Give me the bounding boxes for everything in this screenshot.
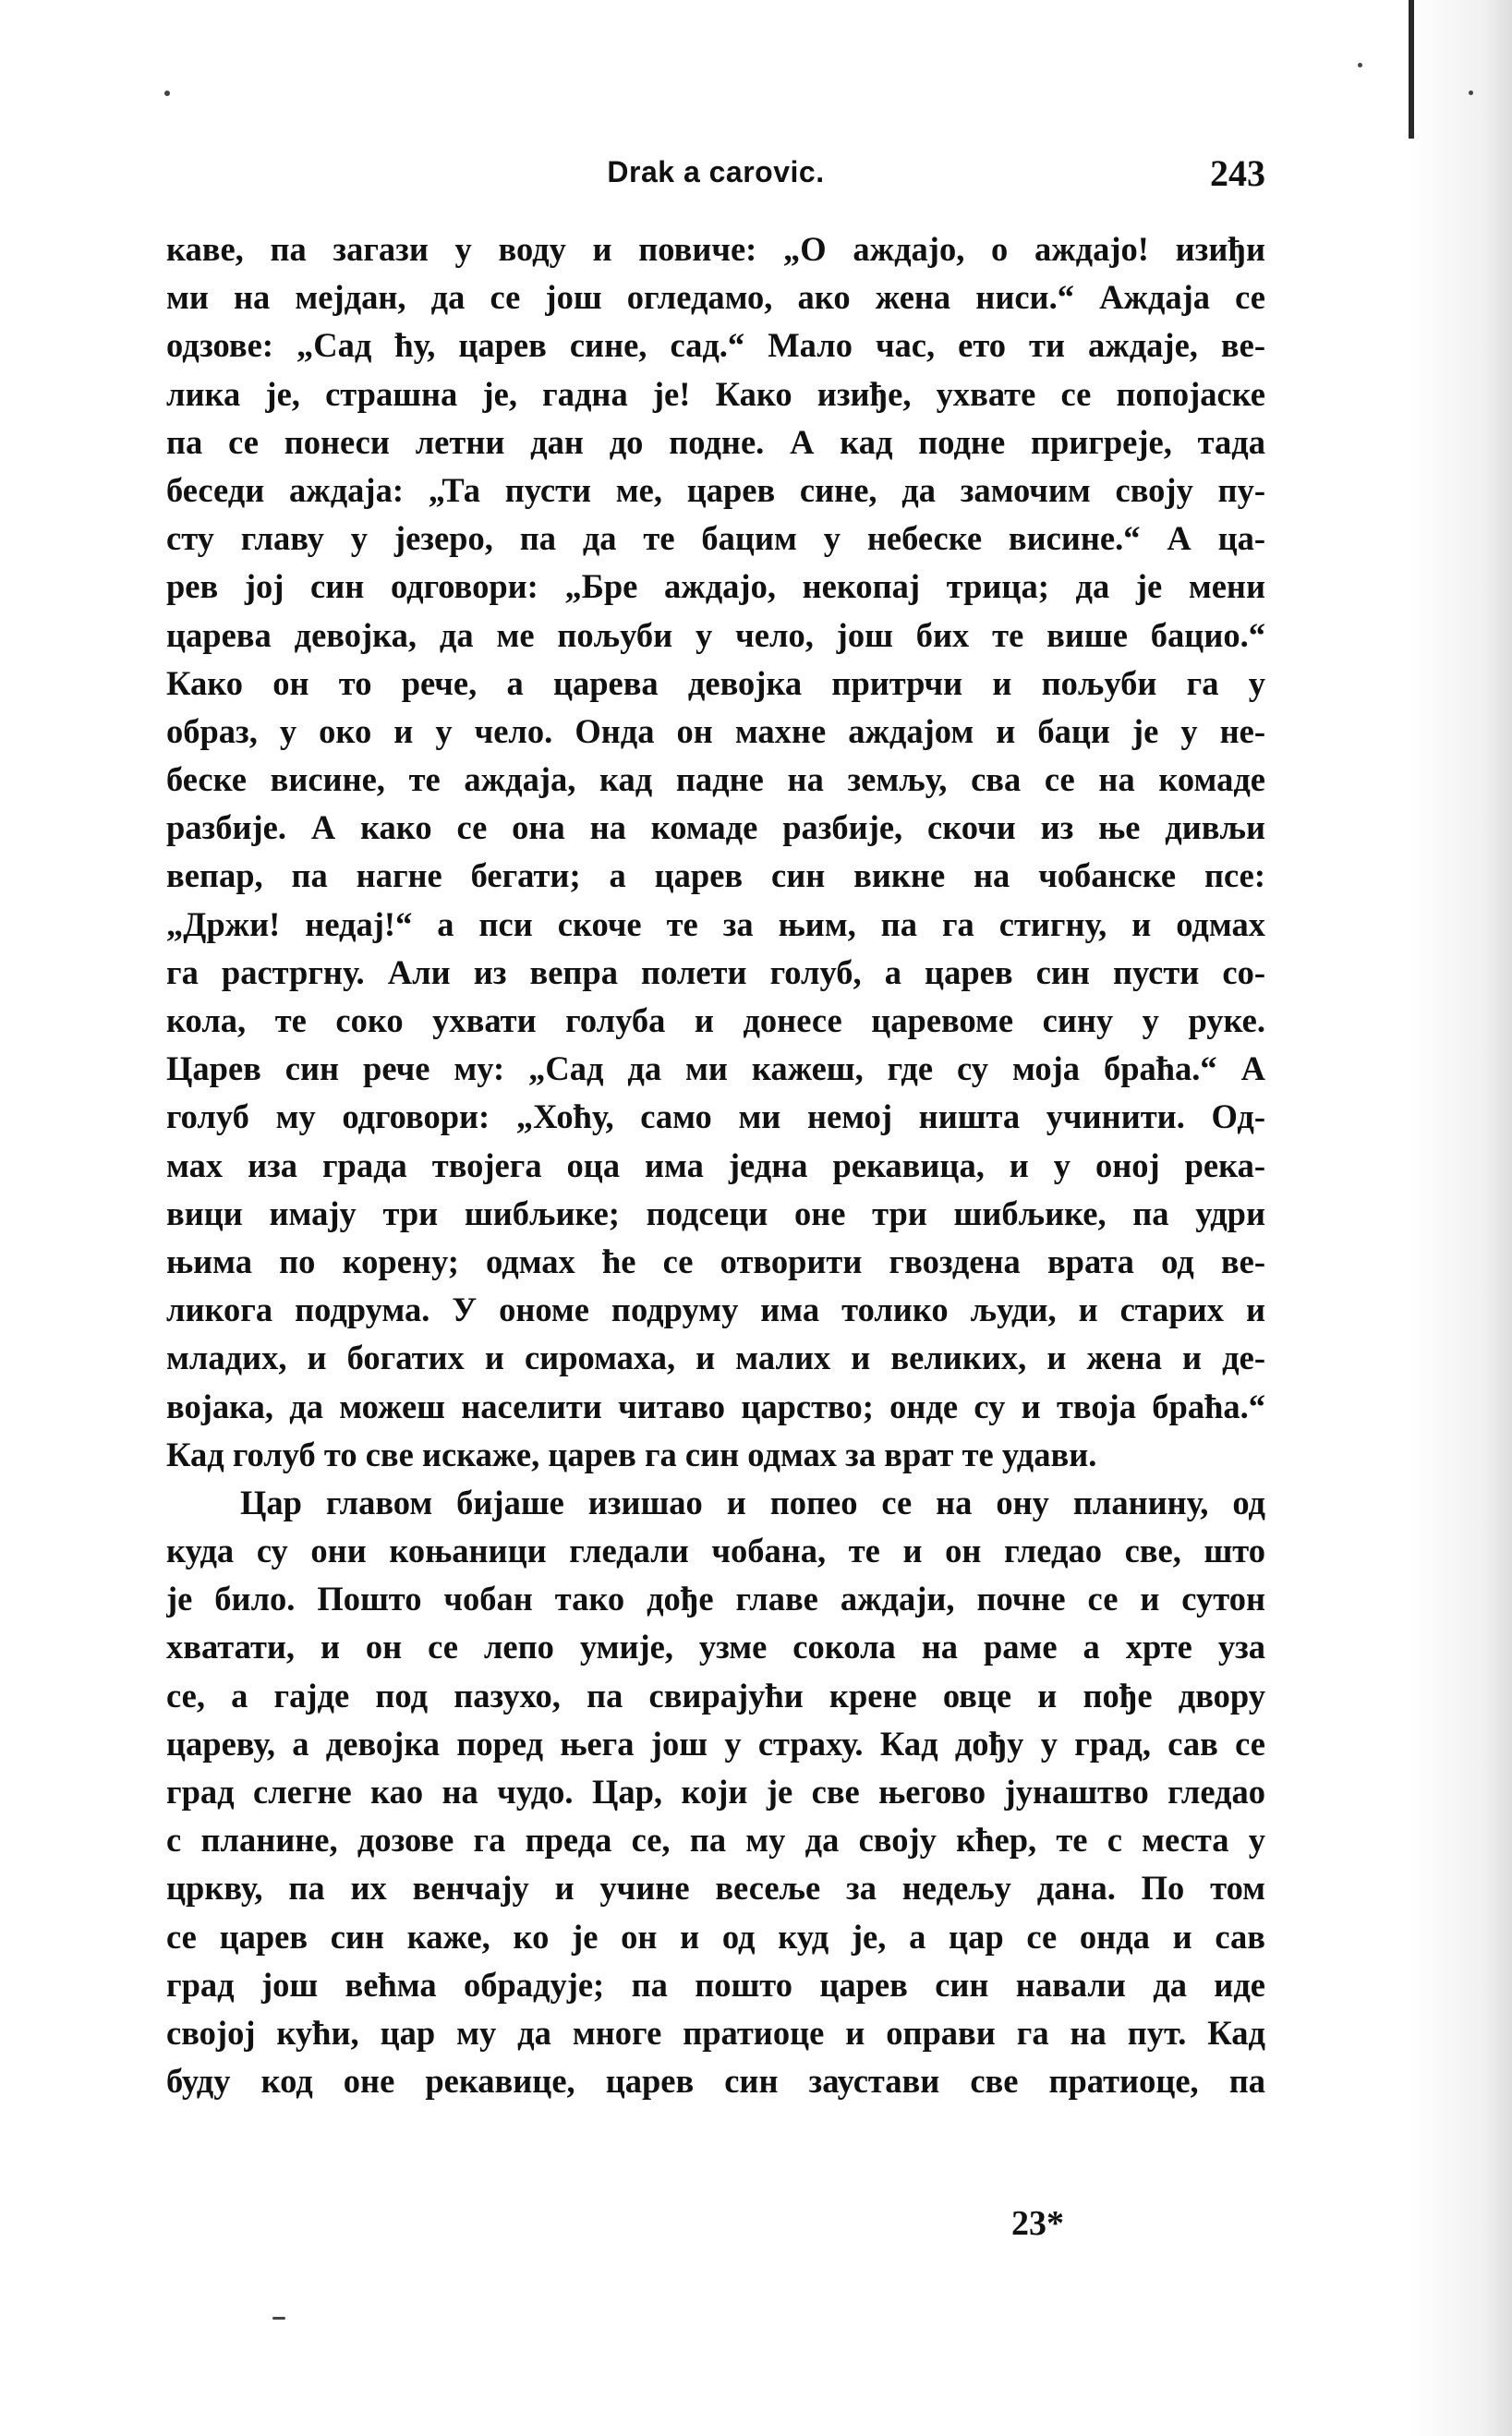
text-line: лика је, страшна је, гадна је! Како изиђе, ухвате се попојаске <box>166 374 1265 413</box>
page-edge-line <box>1409 0 1414 139</box>
text-line: мах иза града твојега оца има једна рекавица, и у оној река- <box>166 1145 1265 1184</box>
text-line: с планине, дозове га преда се, па му да своју кћер, те с места у <box>166 1821 1265 1860</box>
text-line: образ, у око и у чело. Онда он махне аждајом и баци је у не- <box>166 711 1265 750</box>
text-line: рев јој син одговори: „Бре аждајо, некопај трица; да је мени <box>166 567 1265 606</box>
text-line: разбије. А како се она на комаде разбије, скочи из ње дивљи <box>166 808 1265 847</box>
text-line: голуб му одговори: „Хоћу, само ми немој ништа учинити. Од- <box>166 1097 1265 1136</box>
text-line: Кад голуб то све искаже, царев га син одмах за врат те удави. <box>166 1435 1097 1473</box>
text-line: вепар, па нагне бегати; а царев син викне на чобанске псе: <box>166 856 1265 895</box>
text-line: њима по корену; одмах ће се отворити гвоздена врата од ве- <box>166 1242 1265 1280</box>
text-line: хватати, и он се лепо умије, узме сокола на раме а хрте уза <box>166 1628 1265 1666</box>
text-line: Како он то рече, а царева девојка притрчи и пољуби га у <box>166 663 1265 702</box>
text-line: каве, па загази у воду и повиче: „О аждајо, о аждајо! изиђи <box>166 230 1265 268</box>
text-line: беседи аждаја: „Та пусти ме, царев сине, да замочим своју пу- <box>166 470 1265 509</box>
text-line: га растргну. Али из вепра полети голуб, а царев син пусти со- <box>166 952 1265 991</box>
body-text <box>166 225 1265 2105</box>
text-line: одзове: „Сад ћу, царев сине, сад.“ Мало час, ето ти аждаје, ве- <box>166 326 1265 365</box>
text-line: град још већма обрадује; па пошто царев син навали да иде <box>166 1965 1265 2004</box>
text-line: Царев син рече му: „Сад да ми кажеш, где су моја браћа.“ А <box>166 1049 1265 1088</box>
text-line: војака, да можеш населити читаво царство; онде су и твоја браћа.“ <box>166 1387 1265 1425</box>
text-line: беске висине, те аждаја, кад падне на земљу, сва се на комаде <box>166 760 1265 799</box>
text-line: младих, и богатих и сиромаха, и малих и великих, и жена и де- <box>166 1339 1265 1377</box>
text-line: куда су они коњаници гледали чобана, те и он гледао све, што <box>166 1532 1265 1570</box>
text-line: вици имају три шибљике; подсеци оне три шибљике, па удри <box>166 1194 1265 1232</box>
text-line: царева девојка, да ме пољуби у чело, још бих те више бацио.“ <box>166 615 1265 654</box>
text-line: град слегне као на чудо. Цар, који је све његово јунаштво гледао <box>166 1773 1265 1811</box>
text-line: је било. Пошто чобан тако дође главе аждаји, почне се и сутон <box>166 1580 1265 1618</box>
running-head <box>166 139 1265 203</box>
ink-speck <box>164 91 170 96</box>
page-edge-shadow <box>1410 0 1512 2436</box>
book-page <box>166 139 1265 2243</box>
ink-speck <box>272 2317 285 2320</box>
signature-mark: 23* <box>1011 2204 1064 2243</box>
text-line: цареву, а девојка поред њега још у страху. Кад дођу у град, сав се <box>166 1724 1265 1763</box>
running-title: Drak a carovic. <box>607 155 825 188</box>
text-line: цркву, па их венчају и учине весеље за недељу дана. По том <box>166 1869 1265 1908</box>
text-line: ликога подрума. У ономе подруму има толико људи, и старих и <box>166 1291 1265 1329</box>
text-line: па се понеси летни дан до подне. А кад подне пригреје, тада <box>166 422 1265 461</box>
text-line: својој кући, цар му да многе пратиоце и оправи га на пут. Кад <box>166 2013 1265 2052</box>
page-number: 243 <box>1210 152 1265 194</box>
text-line: буду код оне рекавице, царев син заустави све пратиоце, па <box>166 2062 1265 2101</box>
text-line: Цар главом бијаше изишао и попео се на ону планину, од <box>240 1483 1265 1521</box>
text-line: „Држи! недај!“ а пси скоче те за њим, па га стигну, и одмах <box>166 904 1265 943</box>
text-line: се царев син каже, ко је он и од куд је, а цар се онда и сав <box>166 1917 1265 1956</box>
text-line: ми на мејдан, да се још огледамо, ако жена ниси.“ Аждаја се <box>166 278 1265 317</box>
text-line: се, а гајде под пазухо, па свирајући крене овце и пође двору <box>166 1676 1265 1715</box>
text-line: сту главу у језеро, па да те бацим у небеске висине.“ А ца- <box>166 519 1265 558</box>
text-line: кола, те соко ухвати голуба и донесе царевоме сину у руке. <box>166 1001 1265 1039</box>
ink-speck <box>1469 91 1473 95</box>
ink-speck <box>1358 63 1362 67</box>
